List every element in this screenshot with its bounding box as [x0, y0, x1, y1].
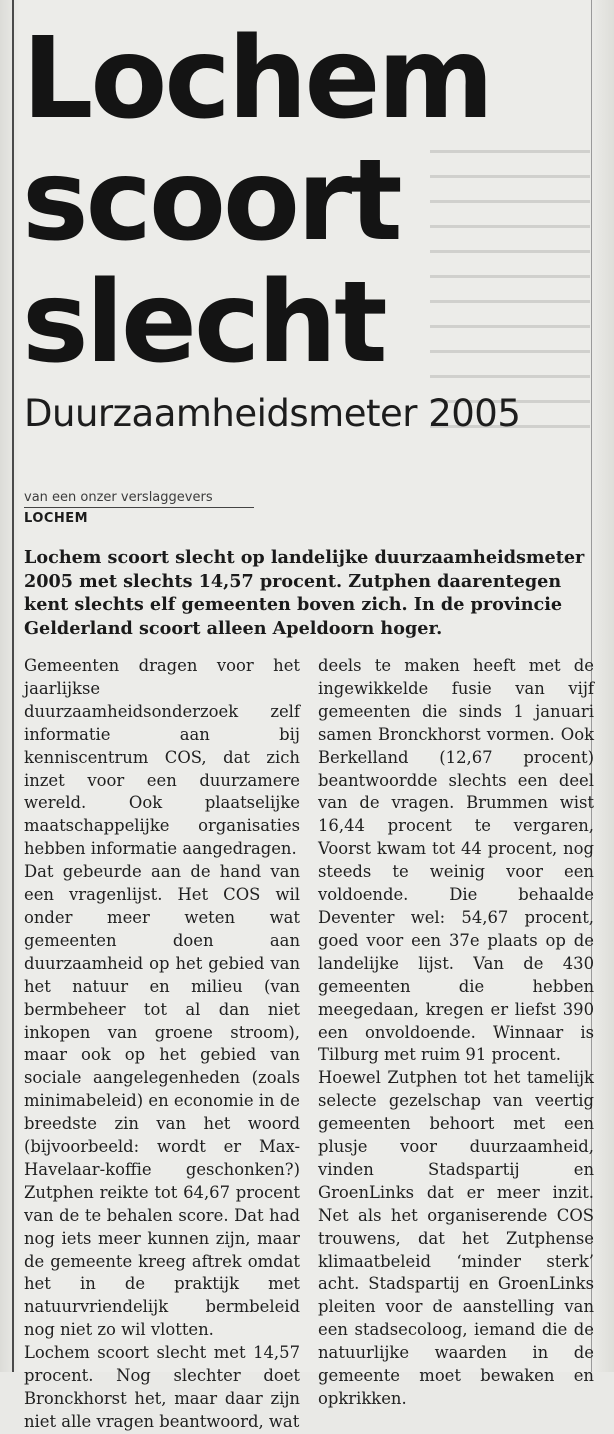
- column-rule-left: [12, 0, 14, 1372]
- article-column-2: [318, 655, 594, 1411]
- body-paragraph: Gemeenten dragen voor het jaarlijkse duurzaamheidsonderzoek zelf informatie aan bij kenniscentrum COS, dat zich inzet voor een duurzamere wereld. Ook plaatselijke maatschappelijke organisaties hebben informatie aangedragen.: [24, 656, 300, 859]
- body-paragraph: Dat gebeurde aan de hand van een vragenlijst. Het COS wil onder meer weten wat gemeenten doen aan duurzaamheid op het gebied van het natuur en milieu (van bermbeheer tot al dan niet inkopen van groene stroom), maar ook op het gebied van sociale aangelegenheden (zoals minimabeleid) en economie in de breedste zin van het woord (bijvoorbeeld: wordt er Max-Havelaar-koffie geschonken?) Zutphen reikte tot 64,67 procent van de te behalen score. Dat had nog iets meer kunnen zijn, maar de gemeente kreeg aftrek omdat het in de praktijk met natuurvriendelijk bermbeleid nog niet zo wil vlotten.: [24, 862, 300, 1340]
- headline: Lochem scoort slecht: [22, 14, 492, 388]
- body-paragraph: Hoewel Zutphen tot het tamelijk selecte gezelschap van veertig gemeenten behoort met een plusje voor duurzaamheid, vinden Stadspartij en GroenLinks dat er meer inzit. Net als het organiserende COS trouwens, dat het Zutphense klimaatbeleid ‘minder sterk’ acht. Stadspartij en GroenLinks pleiten voor de aanstelling van een stadsecoloog, iemand die de natuurlijke waarden in de gemeente moet bewaken en opkrikken.: [318, 1068, 594, 1408]
- body-paragraph: deels te maken heeft met de ingewikkelde fusie van vijf gemeenten die sinds 1 januari samen Bronckhorst vormen. Ook Berkelland (12,67 procent) beantwoordde slechts een deel van de vragen. Brummen wist 16,44 procent te vergaren, Voorst kwam tot 44 procent, nog steeds te weinig voor een voldoende. Die behaalde Deventer wel: 54,67 procent, goed voor een 37e plaats op de landelijke lijst. Van de 430 gemeenten die hebben meegedaan, kregen er liefst 390 een onvoldoende. Winnaar is Tilburg met ruim 91 procent.: [318, 656, 594, 1065]
- body-paragraph: Lochem scoort slecht met 14,57 procent. Nog slechter doet Bronckhorst het, maar daar zijn niet alle vragen beantwoord, wat: [24, 1343, 300, 1431]
- article-column-1: [24, 655, 300, 1434]
- dateline: LOCHEM: [24, 511, 89, 526]
- byline: van een onzer verslaggevers: [24, 490, 254, 508]
- lead-paragraph: Lochem scoort slecht op landelijke duurzaamheidsmeter 2005 met slechts 14,57 procent. Zutphen daarentegen kent slechts elf gemeenten boven zich. In de provincie Gelderland scoort alleen Apeldoorn hoger.: [24, 547, 585, 639]
- byline-block: [24, 490, 254, 527]
- subheadline: Duurzaamheidsmeter 2005: [24, 392, 521, 435]
